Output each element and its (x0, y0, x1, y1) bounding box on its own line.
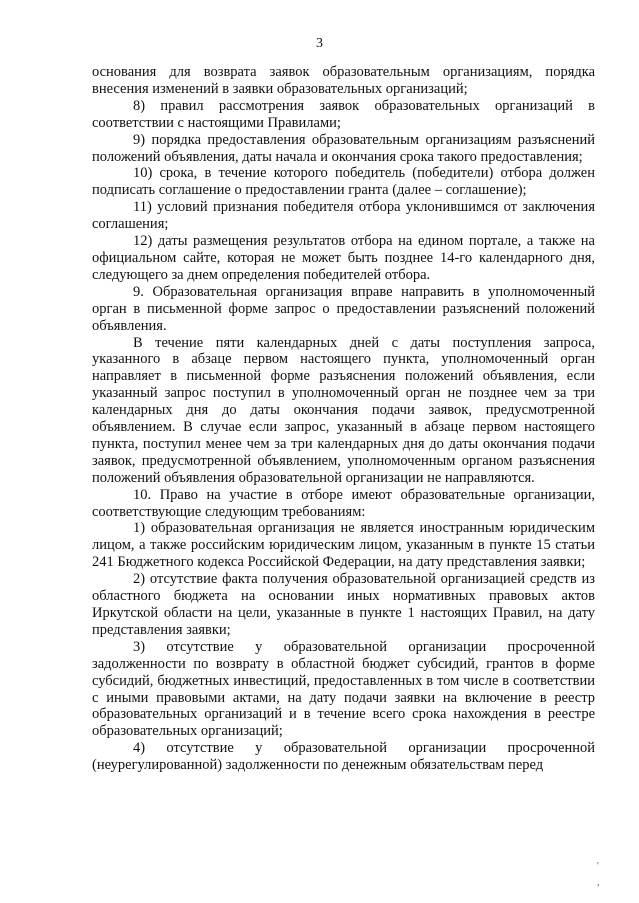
scan-mark: , (597, 877, 600, 888)
paragraph-2: 8) правил рассмотрения заявок образовательных организаций в соответствии с настоящими Правилами; (92, 97, 595, 131)
scan-mark: ' (597, 861, 599, 872)
page-number: 3 (316, 36, 323, 51)
paragraph-11: 2) отсутствие факта получения образовательной организацией средств из областного бюджета на основании иных нормативных правовых актов Иркутской области на цели, указанные в пункте 1 настоящих Правил, на дату представления заявки; (92, 571, 595, 638)
paragraph-12: 3) отсутствие у образовательной организации просроченной задолженности по возврату в областной бюджет субсидий, грантов в форме субсидий, бюджетных инвестиций, предоставленных в том числе в соответствии с иными правовыми актами, на дату подачи заявки на включение в реестр образовательных организаций и в течение всего срока нахождения в реестре образовательных организаций; (92, 638, 595, 740)
paragraph-7: 9. Образовательная организация вправе направить в уполномоченный орган в письменной форме запрос о предоставлении разъяснений положений объявления. (92, 283, 595, 334)
paragraph-9: 10. Право на участие в отборе имеют образовательные организации, соответствующие следующим требованиям: (92, 486, 595, 520)
paragraph-4: 10) срока, в течение которого победитель (победители) отбора должен подписать соглашение о предоставлении гранта (далее – соглашение); (92, 165, 595, 199)
paragraph-5: 11) условий признания победителя отбора уклонившимся от заключения соглашения; (92, 199, 595, 233)
paragraph-3: 9) порядка предоставления образовательным организациям разъяснений положений объявления, даты начала и окончания срока такого предоставления; (92, 131, 595, 165)
paragraph-8: В течение пяти календарных дней с даты поступления запроса, указанного в абзаце первом настоящего пункта, уполномоченный орган направляет в письменной форме разъяснения положений объявления, если указанный запрос поступил в уполномоченный орган не позднее чем за три календарных дня до даты окончания подачи заявок, предусмотренной объявлением. В случае если запрос, указанный в абзаце первом настоящего пункта, поступил менее чем за три календарных дня до даты окончания подачи заявок, предусмотренной объявлением, уполномоченным органом разъяснения положений объявления образовательной организации не направляются. (92, 334, 595, 486)
page-body (92, 64, 595, 774)
paragraph-6: 12) даты размещения результатов отбора на едином портале, а также на официальном сайте, которая не может быть позднее 14-го календарного дня, следующего за днем определения победителей отбора. (92, 233, 595, 283)
paragraph-1: основания для возврата заявок образовательным организациям, порядка внесения изменений в заявки образовательных организаций; (92, 64, 595, 97)
paragraph-10: 1) образовательная организация не является иностранным юридическим лицом, а также российским юридическим лицом, указанным в пункте 15 статьи 241 Бюджетного кодекса Российской Федерации, на дату представления заявки; (92, 520, 595, 571)
paragraph-13: 4) отсутствие у образовательной организации просроченной (неурегулированной) задолженности по денежным обязательствам перед (92, 740, 595, 774)
